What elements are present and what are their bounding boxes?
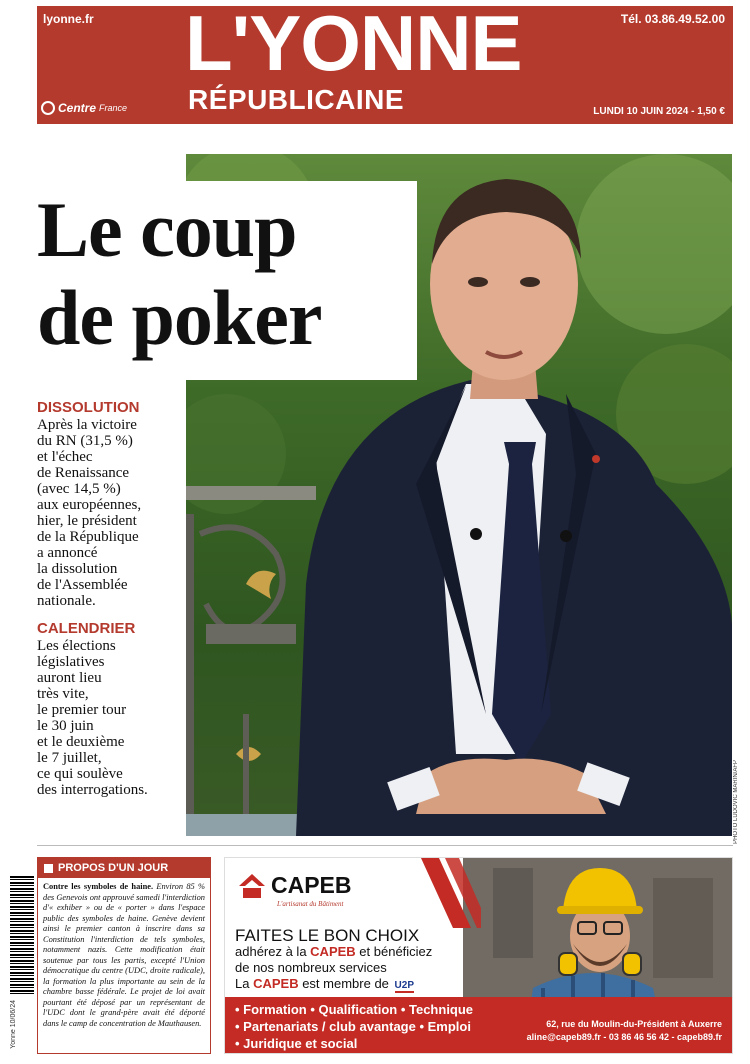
article-line: législatives: [37, 654, 105, 670]
ad-brand-mention: CAPEB: [310, 944, 356, 959]
article-line: aux européennes,: [37, 497, 142, 513]
propos-du-jour-box[interactable]: [37, 857, 211, 1054]
section-divider: [37, 845, 733, 846]
publisher-name-suffix: France: [99, 103, 128, 113]
ad-service-line: • Formation • Qualification • Technique: [235, 1002, 474, 1017]
headline-line: de poker: [37, 274, 322, 361]
square-bullet-icon: [44, 864, 53, 873]
ad-brand-mention: CAPEB: [253, 976, 299, 991]
ad-line: [235, 976, 414, 993]
barcode-icon: [10, 876, 34, 996]
barcode-text: Yonne 10/06/24: [10, 1000, 17, 1049]
article-body: [37, 417, 187, 609]
decorative-stripes: [421, 858, 481, 928]
phone-number: Tél. 03.86.49.52.00: [620, 12, 725, 26]
article-line: le premier tour: [37, 702, 127, 718]
propos-lead: Contre les symboles de haine.: [43, 882, 154, 891]
article-line: la dissolution: [37, 561, 118, 577]
ad-contact-info[interactable]: aline@capeb89.fr - 03 86 46 56 42 - capeb89.fr: [526, 1032, 722, 1042]
article-line: et le deuxième: [37, 734, 125, 750]
headline[interactable]: [37, 186, 322, 362]
article-line: le 30 juin: [37, 718, 94, 734]
capeb-tagline: L'artisanat du Bâtiment: [277, 900, 344, 908]
article-line: nationale.: [37, 593, 96, 609]
article-line: auront lieu: [37, 670, 102, 686]
article-line: de Renaissance: [37, 465, 130, 481]
capeb-logo: [237, 870, 352, 900]
photo-credit: PHOTO LUDOVIC MARIN/AFP: [733, 760, 739, 844]
u2p-logo: U2P: [394, 980, 414, 991]
article-line: de la République: [37, 529, 139, 545]
ad-headline: FAITES LE BON CHOIX: [235, 926, 420, 945]
barcode-area: [6, 876, 36, 1056]
headline-box: [37, 181, 417, 380]
article-line: Après la victoire: [37, 417, 137, 433]
article-line: des interrogations.: [37, 782, 148, 798]
propos-body: Environ 85 % des Genevois ont approuvé samedi l'interdiction d'« exhiber » ou de « porter » dans l'espace public des symboles de haine. Genève devient ainsi le premier canton à inscrire dans sa Constitution l'interdiction de tels symboles, notamment nazis. Cette modification était soutenue par tous les partis, excepté l'Union démocratique du centre (UDC, droite radicale), la formation la plus importante au sein de la chambre basse fédérale. Le projet de loi avait pourtant été déposé par un représentant de l'UDC dont le grand-père avait été déporté dans le camp de concentration de Mauthausen.: [43, 882, 205, 1028]
article-kicker: DISSOLUTION: [37, 399, 140, 416]
propos-heading: [38, 858, 210, 878]
capeb-advertisement[interactable]: [224, 857, 733, 1054]
ad-line: de nos nombreux services: [235, 960, 387, 975]
ad-text: est membre de: [298, 976, 389, 991]
capeb-logo-text: CAPEB: [271, 871, 352, 898]
ad-services: [235, 1001, 473, 1052]
article-line: hier, le président: [37, 513, 137, 529]
article-line: Les élections: [37, 638, 116, 654]
article-line: de l'Assemblée: [37, 577, 128, 593]
newspaper-subtitle: RÉPUBLICAINE: [188, 84, 405, 115]
article-dissolution[interactable]: [37, 399, 187, 609]
masthead: [37, 0, 733, 124]
site-url[interactable]: lyonne.fr: [43, 12, 94, 26]
ad-text: adhérez à la: [235, 944, 311, 959]
article-body: [37, 638, 187, 798]
capeb-logo-icon: [237, 870, 267, 900]
article-line: du RN (31,5 %): [37, 433, 133, 449]
ad-line: [235, 944, 432, 960]
article-kicker: CALENDRIER: [37, 620, 136, 637]
issue-date-price: LUNDI 10 JUIN 2024 - 1,50 €: [593, 106, 725, 117]
publisher-name: Centre: [58, 101, 97, 115]
article-line: ce qui soulève: [37, 766, 123, 782]
propos-text: [38, 878, 210, 1033]
article-line: et l'échec: [37, 449, 93, 465]
ad-service-line: • Partenariats / club avantage • Emploi: [235, 1019, 471, 1034]
article-line: a annoncé: [37, 545, 98, 561]
newspaper-title: L'YONNE: [185, 0, 522, 87]
ad-text: La: [235, 976, 254, 991]
article-calendrier[interactable]: [37, 620, 187, 798]
centre-france-icon: [41, 101, 55, 115]
article-line: très vite,: [37, 686, 89, 702]
propos-heading-text: PROPOS D'UN JOUR: [58, 862, 169, 874]
ad-contact: [527, 1018, 722, 1044]
article-line: (avec 14,5 %): [37, 481, 121, 497]
ad-address: 62, rue du Moulin-du-Président à Auxerre: [546, 1019, 722, 1029]
article-line: le 7 juillet,: [37, 750, 102, 766]
headline-line: Le coup: [37, 186, 297, 273]
ad-text: et bénéficiez: [355, 944, 433, 959]
ad-service-line: • Juridique et social: [235, 1036, 358, 1051]
publisher-logo: [41, 101, 127, 115]
